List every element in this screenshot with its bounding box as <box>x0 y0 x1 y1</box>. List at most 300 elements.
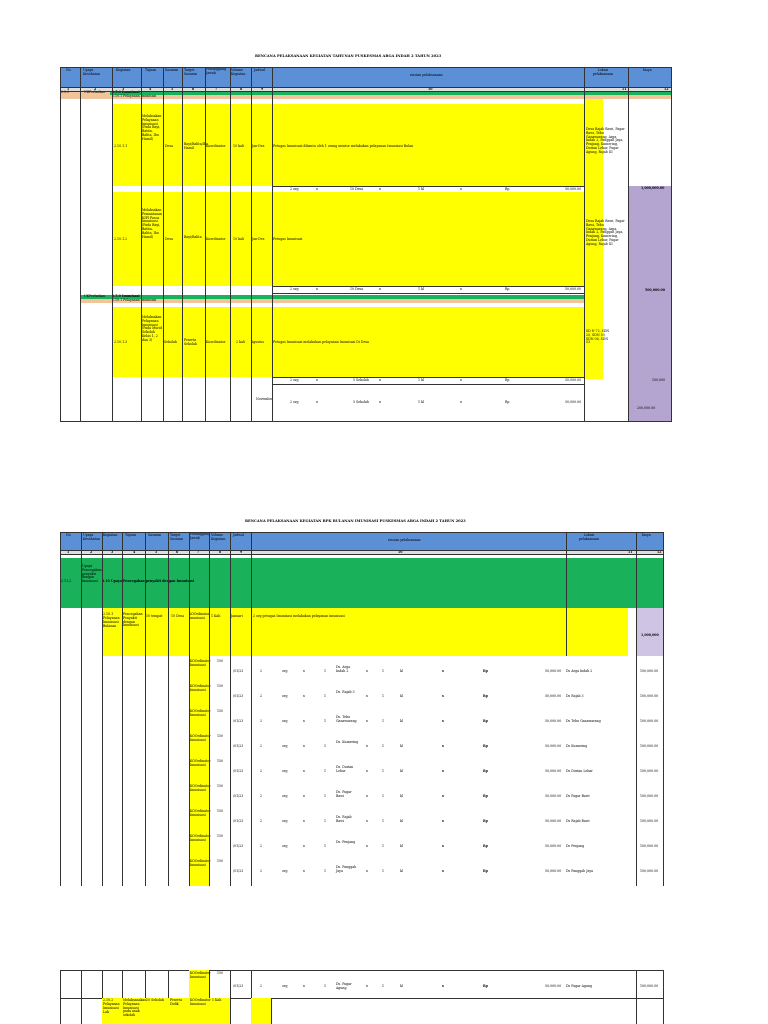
header-volume: Volume Kegiatan <box>231 68 246 76</box>
detail-desa: Ds. Arga Indah 2 <box>336 665 350 673</box>
colnum: 12 <box>657 549 662 554</box>
calc-x: x <box>460 400 462 404</box>
detail-x: x <box>366 769 368 773</box>
detail-org: 2 <box>260 744 263 748</box>
p3-next-volume: 1 Kali <box>212 998 222 1002</box>
detail-tanggal: /01/23 <box>233 669 244 673</box>
detail-org-unit: org <box>282 819 288 823</box>
detail-n: 1 <box>324 869 327 873</box>
colnum: 3 <box>122 86 125 91</box>
detail-lokasi: Ds Rajab 3 <box>566 694 584 698</box>
detail-org: 2 <box>260 694 263 698</box>
k3-lokasi: SD N 72, SDN 20, SDN 59, SDN 06, SDN 53 <box>586 329 610 345</box>
header-kegiatan: Kegiatan <box>116 68 131 72</box>
calc-x: x <box>379 377 381 382</box>
detail-biaya: 100,000.00 <box>640 694 659 698</box>
detail-x: x <box>442 719 444 723</box>
calc-x: x <box>316 377 318 382</box>
detail-n: 1 <box>324 719 327 723</box>
calc-x: x <box>316 186 318 191</box>
page-2-main-biaya: 1,000,000 <box>641 633 659 637</box>
detail-kl: 1 <box>382 844 385 848</box>
colnum: 1 <box>67 549 70 554</box>
header-jadwal: Jadwal <box>254 68 265 72</box>
detail-org-unit: org <box>282 844 288 848</box>
detail-x: x <box>303 744 305 748</box>
detail-volume: 150 <box>217 784 224 788</box>
detail-volume: 150 <box>217 759 224 763</box>
colnum: 2 <box>94 86 97 91</box>
page-2-main-volume: 1 Kali <box>211 614 221 618</box>
detail-desa: Ds. Rajab Bawi <box>336 815 352 823</box>
section-1-ukp: UKPerbaikan <box>84 90 106 95</box>
detail-x: x <box>303 794 305 798</box>
k2-sasaran: Desa <box>165 237 173 241</box>
colnum: 8 <box>219 549 222 554</box>
k2-kegiatan: Melaksakan Pemantauan KIPI Pasca Imunisasi (Pada Bayi, Batita, Balita, Ibu Hamil) <box>142 208 163 239</box>
detail-rp: Rp <box>483 869 488 873</box>
detail-tanggal: /01/23 <box>233 744 244 748</box>
detail-x: x <box>303 769 305 773</box>
detail-x: x <box>303 819 305 823</box>
calc-kl: 1 kl <box>418 377 424 382</box>
detail-tanggal: /01/23 <box>233 844 244 848</box>
detail-tanggal: /01/23 <box>233 794 244 798</box>
k1-volume: 10 kali <box>233 144 244 148</box>
detail-x: x <box>366 694 368 698</box>
k3-calc-1: 2 org <box>290 377 299 382</box>
detail-pj: KOOrdinator Imunisasi <box>190 784 211 792</box>
header-target: Target Sasaran <box>170 533 184 541</box>
detail-x: x <box>366 794 368 798</box>
k1-jadwal: Jan-Des <box>252 144 265 148</box>
p3-kl: 1 <box>382 984 385 988</box>
calc-rp: Rp <box>505 400 510 404</box>
detail-lokasi: Ds Kumering <box>566 744 588 748</box>
detail-harga: 50,000.00 <box>545 694 562 698</box>
k3-rincian: Petugas Imunisasi melakukan pelayanan Imunisasi Di Desa <box>273 340 369 344</box>
p3-tgl: /01/23 <box>233 984 244 988</box>
k3-calc-2: 2 org <box>290 400 299 404</box>
page-2-main-jadwal: Januari <box>231 614 243 618</box>
detail-x: x <box>303 869 305 873</box>
detail-org-unit: org <box>282 744 288 748</box>
detail-x: x <box>366 869 368 873</box>
detail-rp: Rp <box>483 769 488 773</box>
header-upaya: Upaya Kesehatan <box>83 533 100 541</box>
header-volume: Volume Kegiatan <box>211 533 226 541</box>
p3-biaya: 100,000.00 <box>640 984 659 988</box>
detail-lokasi: Ds Rajab Bawi <box>566 819 590 823</box>
detail-pj: KOOrdinator Imunisasi <box>190 859 211 867</box>
calc-x: x <box>316 400 318 404</box>
detail-desa: Ds. Durian Lebar <box>336 765 354 773</box>
colnum: 12 <box>664 86 669 91</box>
p3-kl-u: kl <box>400 984 403 988</box>
detail-kl-unit: kl <box>400 869 403 873</box>
calc-x: x <box>460 286 462 291</box>
calc-harga: 50,000.00 <box>565 286 582 291</box>
k3-jadwal-2: November <box>256 397 273 401</box>
header-sasaran: Sasaran <box>165 68 179 72</box>
detail-pj: KOOrdinator Imunisasi <box>190 659 211 667</box>
detail-tanggal: /01/23 <box>233 869 244 873</box>
detail-biaya: 100,000.00 <box>640 669 659 673</box>
detail-harga: 50,000.00 <box>545 744 562 748</box>
detail-biaya: 100,000.00 <box>640 794 659 798</box>
p3-org: 2 <box>260 984 263 988</box>
detail-lokasi: Ds Penjang <box>566 844 585 848</box>
page-2-title: RENCANA PELAKSANAAN KEGIATAN BPK BULANAN IMUNISASI PUSKESMAS ABGA INDAH 2 TAHUN 2023 <box>245 519 466 523</box>
detail-rp: Rp <box>483 744 488 748</box>
header-biaya: biaya <box>643 68 652 72</box>
p3-x2: x <box>366 984 368 988</box>
detail-volume: 150 <box>217 734 224 738</box>
k3-kode: 2.10.1.3 <box>114 340 128 344</box>
colnum: 6 <box>192 86 195 91</box>
k2-jadwal: Jan-Des <box>252 237 265 241</box>
detail-kl: 1 <box>382 769 385 773</box>
detail-x: x <box>442 869 444 873</box>
calc-desa: 10 Desa <box>350 186 364 191</box>
p3-vol: 150 <box>217 971 224 975</box>
p3-next-target: Peserta Didik <box>170 998 183 1006</box>
detail-harga: 50,000.00 <box>545 819 562 823</box>
detail-harga: 50,000.00 <box>545 844 562 848</box>
detail-x: x <box>366 669 368 673</box>
detail-harga: 50,000.00 <box>545 769 562 773</box>
calc-sekolah: 5 Sekolah <box>353 377 369 382</box>
header-upaya: Upaya Kesehatan <box>83 68 100 76</box>
detail-biaya: 100,000.00 <box>640 819 659 823</box>
detail-org: 2 <box>260 794 263 798</box>
calc-harga: 50,000.00 <box>565 186 582 191</box>
detail-biaya: 100,000.00 <box>640 744 659 748</box>
colnum: 8 <box>240 86 243 91</box>
page-2-main-sasaran: 10 tempat <box>146 614 163 618</box>
k2-calc: 2 org <box>290 286 299 291</box>
calc-x: x <box>460 186 462 191</box>
calc-desa: 10 Desa <box>350 286 364 291</box>
calc-x: x <box>379 400 381 404</box>
header-biaya: biaya <box>642 533 651 537</box>
header-no: No <box>66 533 71 537</box>
k1-calc: 2 org <box>290 186 299 191</box>
detail-rp: Rp <box>483 694 488 698</box>
detail-n: 1 <box>324 819 327 823</box>
colnum: 11 <box>628 549 633 554</box>
detail-tanggal: /01/23 <box>233 819 244 823</box>
header-tujuan: Tujuan <box>125 533 137 537</box>
colnum: 9 <box>261 86 264 91</box>
calc-rp: Rp <box>505 186 510 191</box>
page-2-main-target: 10 Desa <box>171 614 185 618</box>
calc-harga: 50,000.00 <box>565 400 582 404</box>
colnum: 4 <box>149 86 152 91</box>
colnum: 7 <box>215 86 218 91</box>
k2-biaya: 500,000.00 <box>645 288 665 292</box>
detail-x: x <box>303 694 305 698</box>
detail-kl-unit: kl <box>400 844 403 848</box>
detail-org: 2 <box>260 769 263 773</box>
detail-pj: KOOrdinator Imunisasi <box>190 684 211 692</box>
detail-tanggal: /01/23 <box>233 694 244 698</box>
detail-rp: Rp <box>483 794 488 798</box>
section-2-ukp: UKPerbaikan <box>84 294 106 299</box>
detail-desa: Ds. Pagar Bawi <box>336 790 352 798</box>
header-target: Target Sasaran <box>184 68 198 76</box>
k1-pj: Koordinator <box>206 144 226 148</box>
p3-n: 1 <box>324 984 327 988</box>
detail-x: x <box>303 719 305 723</box>
detail-pj: KOOrdinator Imunisasi <box>190 759 211 767</box>
sub-1-title: 2.10.1 Pelayanan Imunisasi <box>112 94 157 99</box>
k2-rincian: Petugas Imunisasi <box>273 237 303 241</box>
detail-lokasi: Ds Pagar Bawi <box>566 794 590 798</box>
detail-volume: 150 <box>217 809 224 813</box>
detail-biaya: 100,000.00 <box>640 769 659 773</box>
detail-x: x <box>442 669 444 673</box>
k3-jadwal: Agustus <box>251 340 265 344</box>
k1-biaya: 1,000,000.00 <box>641 186 665 190</box>
detail-n: 1 <box>324 769 327 773</box>
p3-pj: KOOrdinator Imunisasi <box>190 971 211 979</box>
header-sasaran: Sasaran <box>148 533 162 537</box>
detail-org: 2 <box>260 869 263 873</box>
detail-x: x <box>442 769 444 773</box>
detail-x: x <box>366 819 368 823</box>
colnum: 10 <box>398 549 403 554</box>
k3-biaya-1: 100,000 <box>652 377 666 382</box>
header-rincian: rincian pelaksanaan <box>410 73 443 77</box>
detail-n: 1 <box>324 694 327 698</box>
p3-next-kode: 2.10.2 <box>103 998 114 1002</box>
detail-x: x <box>442 819 444 823</box>
page-2-main-tujuan: Pencegahan Penyakit dengan Imunisasi <box>123 612 143 628</box>
detail-pj: KOOrdinator Imunisasi <box>190 809 211 817</box>
detail-harga: 50,000.00 <box>545 719 562 723</box>
colnum: 4 <box>133 549 136 554</box>
detail-x: x <box>442 744 444 748</box>
detail-org-unit: org <box>282 669 288 673</box>
detail-tanggal: /01/23 <box>233 769 244 773</box>
detail-kl-unit: kl <box>400 694 403 698</box>
detail-org: 2 <box>260 669 263 673</box>
p3-next-tujuan: Melaksanakan Pelayanan Imunisasi pada anak sekolah <box>123 998 147 1018</box>
detail-rp: Rp <box>483 719 488 723</box>
page-2-section-upaya: Upaya Pencegahan penyakit dengan Imunisasi <box>82 564 102 584</box>
detail-kl: 1 <box>382 669 385 673</box>
calc-harga: 50,000.00 <box>565 377 582 382</box>
colnum: 10 <box>428 86 433 91</box>
calc-rp: Rp <box>505 377 510 382</box>
detail-kl: 1 <box>382 694 385 698</box>
k3-target: Peserta Sekolah <box>184 338 197 346</box>
detail-n: 1 <box>324 794 327 798</box>
section-1-title: 2.5.0 Imunisasi <box>112 90 140 95</box>
section-2-title: 2.5.0 Imunisasi <box>112 294 140 299</box>
detail-kl: 1 <box>382 869 385 873</box>
sub-2-title: 2.10.1 Pelayanan Imunisasi <box>112 298 157 303</box>
colnum: 1 <box>67 86 70 91</box>
detail-org-unit: org <box>282 769 288 773</box>
detail-volume: 150 <box>217 659 224 663</box>
detail-n: 1 <box>324 844 327 848</box>
p3-org-u: org <box>282 984 288 988</box>
p3-x1: x <box>303 984 305 988</box>
page-2-main-kegiatan: Pelayanan Imunisasi Bulanan <box>103 616 120 628</box>
colnum: 11 <box>622 86 627 91</box>
detail-x: x <box>366 719 368 723</box>
detail-kl: 1 <box>382 744 385 748</box>
detail-biaya: 100,000.00 <box>640 869 659 873</box>
detail-lokasi: Ds Durian Lebar <box>566 769 593 773</box>
detail-org-unit: org <box>282 869 288 873</box>
k2-target: Bayi/Balita <box>184 235 202 239</box>
section-1-no: 2.5.0 <box>61 90 70 95</box>
detail-pj: KOOrdinator Imunisasi <box>190 734 211 742</box>
header-rincian: rincian pelaksanaan <box>388 538 421 542</box>
detail-harga: 50,000.00 <box>545 869 562 873</box>
header-kegiatan: Kegiatan <box>103 533 118 537</box>
page-2-section-no: 2.11.2 <box>61 579 72 583</box>
detail-rp: Rp <box>483 819 488 823</box>
detail-biaya: 100,000.00 <box>640 719 659 723</box>
calc-sekolah: 5 Sekolah <box>353 400 369 404</box>
detail-org: 2 <box>260 719 263 723</box>
page-2-main-rincian: 2 org petugas Imunisasi melakukan pelayanan imunisasi <box>253 614 345 618</box>
detail-biaya: 100,000.00 <box>640 844 659 848</box>
detail-org-unit: org <box>282 719 288 723</box>
k1-sasaran: Desa <box>165 144 173 148</box>
p3-harga: 50,000.00 <box>545 984 562 988</box>
detail-org: 2 <box>260 819 263 823</box>
p3-desa: Ds. Pagar Agung <box>336 982 352 990</box>
detail-volume: 150 <box>217 684 224 688</box>
detail-desa: Ds. Penjang <box>336 840 356 844</box>
p3-lokasi: Ds Pagar Agung <box>566 984 593 988</box>
detail-x: x <box>442 844 444 848</box>
detail-desa: Ds. Rajab 3 <box>336 690 355 694</box>
detail-volume: 150 <box>217 859 224 863</box>
detail-rp: Rp <box>483 669 488 673</box>
detail-desa: Ds. Panggah Jaya <box>336 865 357 873</box>
detail-kl-unit: kl <box>400 744 403 748</box>
colnum: 9 <box>240 549 243 554</box>
header-no: No <box>66 68 71 72</box>
header-tujuan: Tujuan <box>145 68 157 72</box>
detail-x: x <box>366 744 368 748</box>
detail-desa: Ds. Tebu Ganawarang <box>336 715 357 723</box>
detail-volume: 150 <box>217 834 224 838</box>
page-2-main-kode: 2.10.1 <box>103 612 114 616</box>
calc-x: x <box>379 286 381 291</box>
page-2-main-pj: KOOrdinator Imunisasi <box>189 612 210 620</box>
page-1-table-border <box>60 67 672 422</box>
k1-kode: 2.10.1.1 <box>114 144 128 148</box>
calc-x: x <box>316 286 318 291</box>
colnum: 7 <box>197 549 200 554</box>
detail-kl-unit: kl <box>400 794 403 798</box>
calc-x: x <box>460 377 462 382</box>
detail-kl: 1 <box>382 794 385 798</box>
detail-kl: 1 <box>382 719 385 723</box>
k3-pj: Koordinator <box>206 340 226 344</box>
detail-x: x <box>303 844 305 848</box>
detail-rp: Rp <box>483 844 488 848</box>
detail-kl-unit: kl <box>400 669 403 673</box>
colnum: 6 <box>176 549 179 554</box>
detail-n: 1 <box>324 744 327 748</box>
detail-lokasi: Ds Tebu Ganawarang <box>566 719 601 723</box>
detail-x: x <box>442 794 444 798</box>
detail-lokasi: Ds Panggah Jaya <box>566 869 594 873</box>
colnum: 5 <box>171 86 174 91</box>
detail-kl-unit: kl <box>400 819 403 823</box>
k3-volume: 2 kali <box>236 340 245 344</box>
detail-org-unit: org <box>282 794 288 798</box>
p3-next-sasaran: 10 Sekolah <box>146 998 164 1002</box>
p3-x3: x <box>442 984 444 988</box>
p3-next-kegiatan: Pelayanan Imunisasi Lak <box>103 1002 120 1014</box>
k1-rincian: Petugas Imunisasi dibantu oleh 1 orang mentor melakukan pelayanan Imunisasi Bulan <box>273 144 414 148</box>
calc-kl: 1 kl <box>418 286 424 291</box>
k2-pj: Koordinator <box>206 237 226 241</box>
calc-kl: 1 kl <box>418 400 424 404</box>
detail-pj: KOOrdinator Imunisasi <box>190 709 211 717</box>
header-jadwal: Jadwal <box>233 533 244 537</box>
detail-harga: 50,000.00 <box>545 794 562 798</box>
k2-lokasi: Desa Rajab Bawi, Pagar Bawi, Tebu Ganawarang, Arga Indah 2, Panggah Jaya, Penjang, Kumering, Durian Lebar, Pagar Agung, Rajab III <box>586 219 625 246</box>
detail-n: 1 <box>324 669 327 673</box>
detail-desa: Ds. Kumering <box>336 740 359 744</box>
header-lokasi: Lokasi pelaksanaan <box>592 68 614 76</box>
detail-lokasi: Ds Arga Indah 2 <box>566 669 593 673</box>
detail-x: x <box>366 844 368 848</box>
detail-org: 2 <box>260 844 263 848</box>
k2-kode: 2.10.1.2 <box>114 237 128 241</box>
detail-pj: KOOrdinator Imunisasi <box>190 834 211 842</box>
colnum: 2 <box>90 549 93 554</box>
p3-rp: Rp <box>483 984 488 988</box>
detail-org-unit: org <box>282 694 288 698</box>
calc-kl: 1 kl <box>418 186 424 191</box>
detail-harga: 50,000.00 <box>545 669 562 673</box>
header-pj: Penanggung Jawab <box>190 532 211 540</box>
colnum: 5 <box>155 549 158 554</box>
header-lokasi: Lokasi pelaksanaan <box>578 533 600 541</box>
page-1-title: RENCANA PELAKSANAAN KEGIATAN TAHUNAN PUSKESMAS ABGA INDAH 2 TAHUN 2023 <box>255 54 442 58</box>
k1-kegiatan: Melaksakan Pelayanan Imunisasi (Pada Bayi, Batita, Balita, Ibu Hamil) <box>142 114 162 141</box>
k1-target: Bayi/Balita/Ibu Hamil <box>184 142 209 150</box>
k3-biaya-2: 200,000.00 <box>637 406 656 410</box>
k3-kegiatan: Melaksakan Pelayanan Imunisasi (Pada Murid Sekolah Kelas 1, 2 dan 3) <box>142 315 162 342</box>
k2-volume: 10 kali <box>233 237 244 241</box>
detail-kl-unit: kl <box>400 719 403 723</box>
detail-kl: 1 <box>382 819 385 823</box>
calc-rp: Rp <box>505 286 510 291</box>
k1-lokasi: Desa Rajab Bawi, Pagar Bawi, Tebu Ganawarang, Arga Indah 2, Panggah Jaya, Penjang, Kumering, Durian Lebar, Pagar Agung, Rajab III <box>586 127 625 154</box>
detail-kl-unit: kl <box>400 769 403 773</box>
k3-sasaran: Sekolah <box>164 340 177 344</box>
calc-x: x <box>379 186 381 191</box>
page-2-section-title: 2.10 Upaya Pencegahan penyakit dengan Imunisasi <box>102 579 195 583</box>
detail-volume: 150 <box>217 709 224 713</box>
header-pj: Penanggung Jawab <box>206 67 227 75</box>
p3-next-pj: KOOrdinator Imunisasi <box>190 998 211 1006</box>
detail-x: x <box>303 669 305 673</box>
detail-tanggal: /01/23 <box>233 719 244 723</box>
